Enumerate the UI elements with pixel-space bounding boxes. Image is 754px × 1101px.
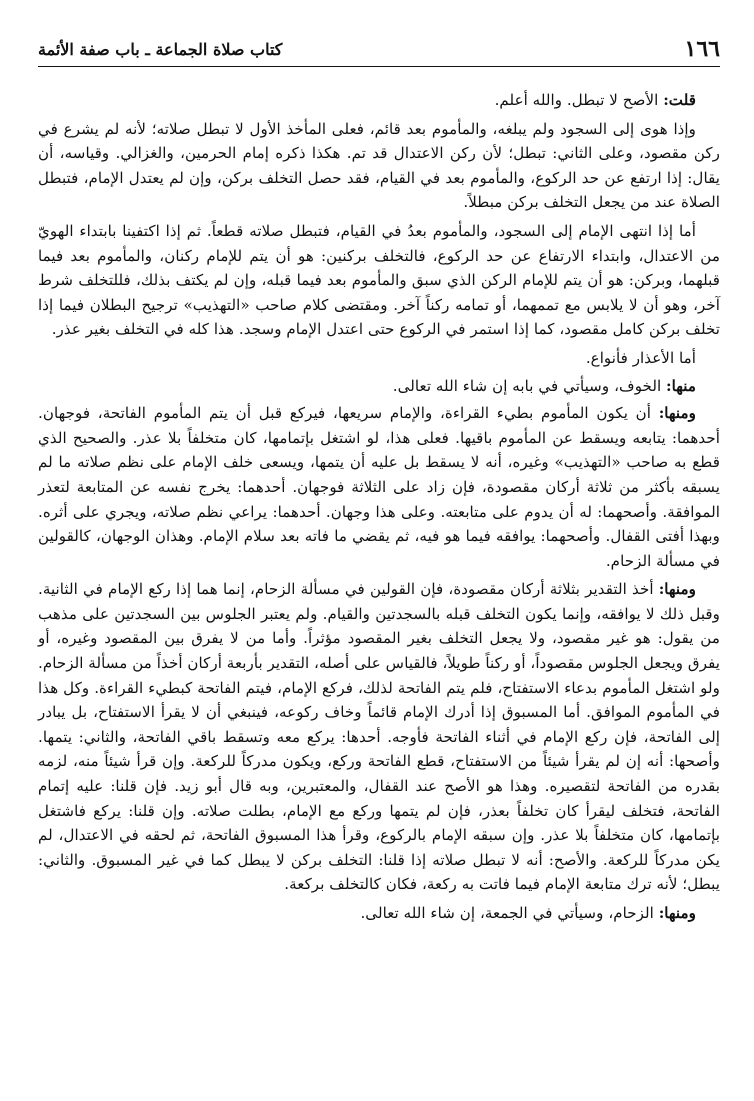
paragraph-lead: ومنها: xyxy=(658,904,696,922)
paragraph-text: الزحام، وسيأتي في الجمعة، إن شاء الله تعالى. xyxy=(360,904,659,922)
paragraph xyxy=(38,346,720,371)
paragraph-lead: ومنها: xyxy=(658,580,696,599)
paragraph xyxy=(38,901,720,926)
paragraph xyxy=(38,401,720,573)
paragraph-text: وإذا هوى إلى السجود ولم يبلغه، والمأموم بعد قائم، فعلى المأخذ الأول لا تبطل صلاته؛ لأنه لم يشرع في ركن مقصود، وعلى الثاني: تبطل؛ لأن ركن الاعتدال قد تم. هكذا ذكره إمام الحرمين، والغزالي. وقياسه، أن يقال: إذا ارتفع عن حد الركوع، والمأموم بعد في القيام، فقد حصل التخلف بركن، وإن لم يعتدل الإمام، فتبطل الصلاة عند من يجعل التخلف بركن مبطلاً. xyxy=(38,119,720,212)
paragraph-text: أما الأعذار فأنواع. xyxy=(585,348,696,367)
paragraph-lead: منها: xyxy=(666,376,696,395)
paragraph xyxy=(38,219,720,342)
paragraph xyxy=(38,374,720,399)
page-body xyxy=(38,88,720,929)
paragraph-text: أما إذا انتهى الإمام إلى السجود، والمأموم بعدُ في القيام، فتبطل صلاته قطعاً. ثم إذا اكتفينا بابتداء الهويّ من الاعتدال، وابتداء الارتفاع عن حد الركوع، فالتخلف بركنين: هو أن يتم للإمام ركنان، والمأموم بعد فيما قبلهما، وبركن: هو أن يتم للإمام الركن الذي سبق والمأموم بعد فيما قبله، وإن لم يكتف بذلك، فللتخلف شرط آخر، وهو أن لا يلابس مع تممهما، أو تمامه ركناً آخر. ومقتضى كلام صاحب «التهذيب» ترجيح البطلان فيما إذا تخلف بركن كامل مقصود، كما إذا استمر في الركوع حتى اعتدل الإمام وسجد. هذا كله في التخلف بغير عذر. xyxy=(38,221,720,339)
paragraph-text: الأصح لا تبطل. والله أعلم. xyxy=(494,91,664,109)
paragraph xyxy=(38,117,720,215)
page-header xyxy=(38,36,720,67)
paragraph xyxy=(38,577,720,897)
paragraph-text: أخذ التقدير بثلاثة أركان مقصودة، فإن القولين في مسألة الزحام، إنما هما إذا ركع الإمام في الثانية. وقبل ذلك لا يوافقه، وإنما يكون التخلف قبله بالسجدتين والقيام. ولم يعتبر الجلوس بين السجدتين على مذهب من يقول: هو غير مقصود، ولا يجعل التخلف بغير المقصود مؤثراً. وأما من لا يفرق بين المقصود وغيره، أو يفرق ويجعل الجلوس مقصوداً، أو ركناً طويلاً، فالقياس على أصله، التقدير بأربعة أركان أخذاً من مسألة الزحام. ولو اشتغل المأموم بدعاء الاستفتاح، فلم يتم الفاتحة لذلك، فركع الإمام، فيتم الفاتحة كبطيء القراءة. وكل هذا في المأموم الموافق. أما المسبوق إذا أدرك الإمام قائماً وخاف ركوعه، فينبغي أن لا يقرأ الاستفتاح، بل يبادر إلى الفاتحة، فإن ركع الإمام في أثناء الفاتحة فأوجه. أحدها: يركع معه وتسقط باقي الفاتحة، والثاني: يتمها. وأصحها: أنه إن لم يقرأ شيئاً من الاستفتاح، قطع الفاتحة وركع، ويكون مدركاً للركعة. وإن قرأ شيئاً منه، لزمه بقدره من الفاتحة لتقصيره. وهذا هو الأصح عند القفال، والمعتبرين، وبه قال أبو زيد. فإن قلنا: عليه إتمام الفاتحة، فتخلف ليقرأ كان تخلفاً بعذر، فإن لم يتمها وركع مع الإمام، بطلت صلاته. وإن قلنا: يركع فاشتغل بإتمامها، كان متخلفاً بلا عذر. وإن سبقه الإمام بالركوع، وقرأ هذا المسبوق الفاتحة، ثم لحقه في الاعتدال، لم يكن مدركاً للركعة. والأصح: أنه لا تبطل صلاته إذا قلنا: التخلف بركن لا يبطل كما في غير المسبوق. والثاني: يبطل؛ لأنه ترك متابعة الإمام فيما فاتت به ركعة، فكان كالتخلف بركعة. xyxy=(38,580,720,894)
paragraph xyxy=(38,88,720,113)
paragraph-text: أن يكون المأموم بطيء القراءة، والإمام سريعها، فيركع قبل أن يتم المأموم الفاتحة، فوجهان. أحدهما: يتابعه ويسقط عن المأموم باقيها. فعلى هذا، لو اشتغل بإتمامها، كان متخلفاً بلا عذر. والصحيح الذي قطع به صاحب «التهذيب» وغيره، أنه لا يسقط بل عليه أن يتمها، ويسعى خلف الإمام على نظم صلاته ما لم يسبقه بأكثر من ثلاثة أركان مقصودة، فإن زاد على الثلاثة فوجهان. أحدهما: يخرج نفسه عن المتابعة لتعذر الموافقة. وأصحهما: له أن يدوم على متابعته. وعلى هذا وجهان. أحدهما: يراعي نظم صلاته، ويجري على أثره. وبهذا أفتى القفال. وأصحهما: يوافقه فيما هو فيه، ثم يقضي ما فاته بعد سلام الإمام. وهذان الوجهان، كالقولين في مسألة الزحام. xyxy=(38,404,720,570)
page-number: ١٦٦ xyxy=(684,36,720,62)
running-title: كتاب صلاة الجماعة ـ باب صفة الأئمة xyxy=(38,40,283,59)
paragraph-text: الخوف، وسيأتي في بابه إن شاء الله تعالى. xyxy=(392,376,667,395)
paragraph-lead: ومنها: xyxy=(658,404,696,423)
paragraph-lead: قلت: xyxy=(663,91,696,109)
